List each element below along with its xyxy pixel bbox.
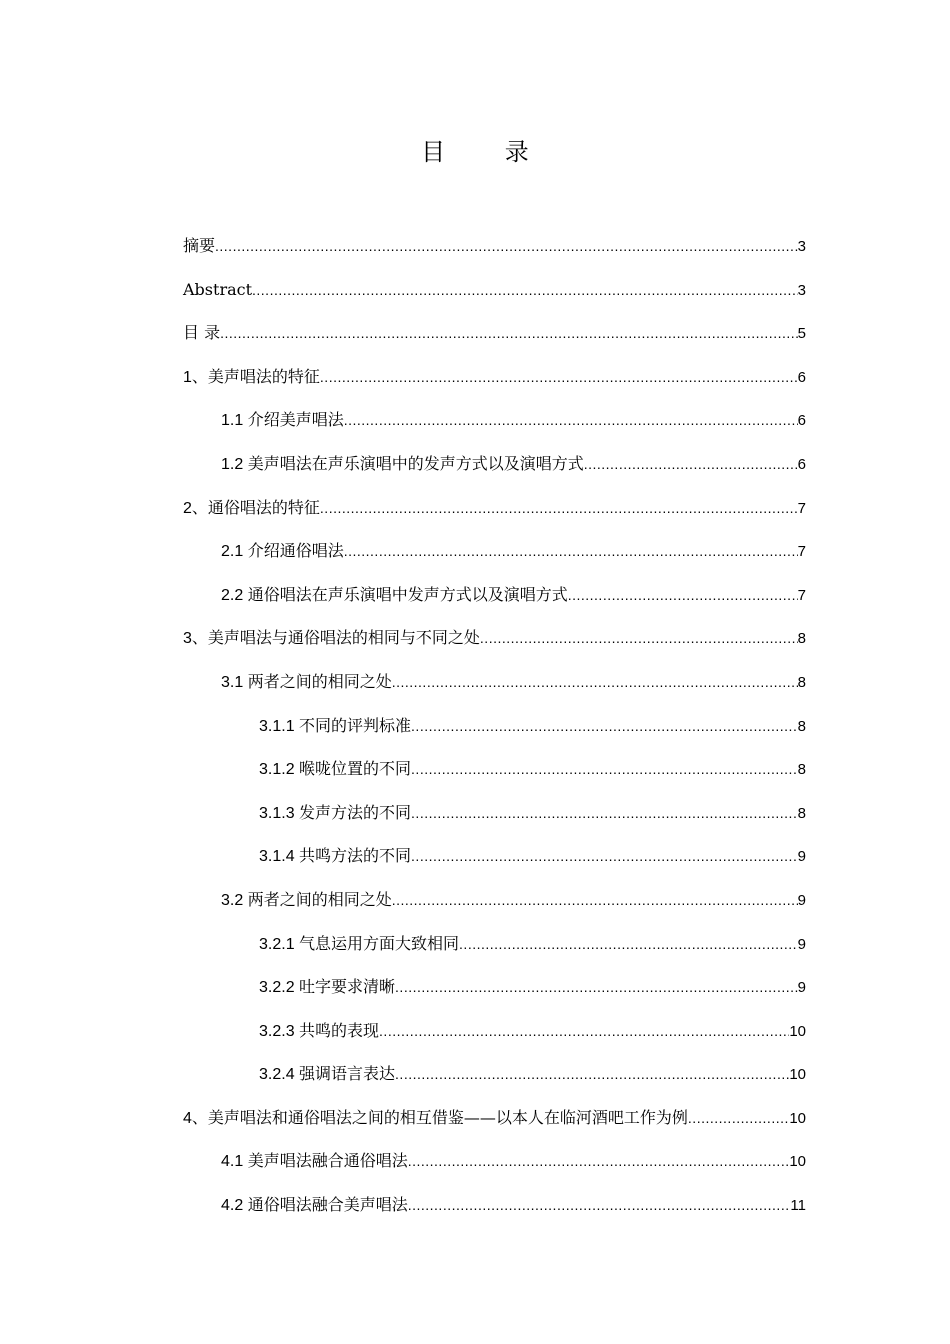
dot-leader	[344, 537, 798, 565]
dot-leader	[320, 494, 798, 522]
toc-entry-text: 美声唱法融合通俗唱法	[247, 1151, 408, 1171]
toc-entry-text: 美声唱法的特征	[207, 366, 320, 386]
toc-entry[interactable]	[183, 668, 806, 712]
toc-page-number: 7	[797, 586, 806, 604]
toc-entry-label	[221, 886, 392, 915]
toc-entry[interactable]	[183, 276, 806, 320]
toc-entry-label	[259, 1017, 379, 1046]
dot-leader	[411, 755, 798, 783]
dot-leader	[411, 712, 798, 740]
page-title: 目 录	[421, 138, 555, 166]
dot-leader	[392, 886, 798, 914]
toc-page-number: 9	[797, 848, 806, 866]
dot-leader	[220, 319, 798, 347]
toc-entry-number: 3、	[183, 630, 208, 648]
toc-entry-label	[259, 930, 459, 959]
toc-entry-number: 3.1.1	[259, 717, 300, 735]
toc-page-number: 6	[797, 412, 806, 430]
dot-leader	[408, 1147, 790, 1175]
toc-entry-text: 喉咙位置的不同	[299, 759, 412, 779]
toc-entry[interactable]	[183, 319, 806, 363]
toc-entry-text: 两者之间的相同之处	[247, 671, 392, 691]
dot-leader	[480, 624, 798, 652]
toc-entry-number: 2.2	[221, 586, 248, 604]
toc-entry-text: 共鸣方法的不同	[299, 846, 412, 866]
toc-entry-label	[221, 1191, 408, 1220]
toc-entry-number: 1.2	[221, 455, 248, 473]
toc-entry-text: Abstract	[183, 279, 253, 299]
toc-entry-number: 1.1	[221, 412, 248, 430]
toc-entry-label	[183, 1104, 688, 1133]
toc-entry-number: 3.1	[221, 673, 248, 691]
dot-leader	[688, 1104, 789, 1132]
toc-entry-text: 通俗唱法在声乐演唱中发声方式以及演唱方式	[247, 584, 568, 604]
toc-entry-number: 3.1.2	[259, 761, 300, 779]
toc-entry-text: 气息运用方面大致相同	[299, 933, 460, 953]
toc-entry-number: 2、	[183, 499, 208, 517]
toc-entry-number: 4、	[183, 1109, 208, 1127]
toc-entry-text: 强调语言表达	[299, 1064, 396, 1084]
toc-page-number: 10	[789, 1022, 806, 1040]
toc-entry[interactable]	[183, 1191, 806, 1235]
toc-entry-text: 通俗唱法融合美声唱法	[247, 1195, 408, 1215]
toc-entry[interactable]	[183, 799, 806, 843]
toc-entry-text: 目 录	[183, 323, 221, 343]
toc-page-number: 9	[797, 935, 806, 953]
toc-page-number: 7	[797, 499, 806, 517]
toc-page-number: 9	[797, 891, 806, 909]
toc-entry[interactable]	[183, 581, 806, 625]
toc-page-number: 9	[797, 979, 806, 997]
dot-leader	[215, 232, 798, 260]
toc-entry[interactable]	[183, 930, 806, 974]
toc-entry-text: 介绍美声唱法	[247, 410, 344, 430]
toc-entry-label	[259, 842, 411, 871]
toc-entry-number: 1、	[183, 368, 208, 386]
toc-entry-number: 3.2.1	[259, 935, 300, 953]
toc-entry[interactable]	[183, 712, 806, 756]
toc-entry-label	[183, 624, 480, 653]
dot-leader	[379, 1017, 789, 1045]
toc-entry-label	[183, 319, 220, 348]
toc-entry[interactable]	[183, 886, 806, 930]
toc-entry-text: 发声方法的不同	[299, 802, 412, 822]
toc-entry-number: 3.1.4	[259, 848, 300, 866]
toc-entry[interactable]	[183, 406, 806, 450]
toc-entry[interactable]	[183, 232, 806, 276]
toc-entry-label	[259, 712, 411, 741]
toc-page-number: 6	[797, 455, 806, 473]
toc-page-number: 7	[797, 543, 806, 561]
toc-page-number: 3	[797, 238, 806, 255]
toc-page-number: 10	[789, 1109, 806, 1127]
toc-entry[interactable]	[183, 494, 806, 538]
toc-entry[interactable]	[183, 1060, 806, 1104]
toc-page-number: 6	[797, 368, 806, 386]
dot-leader	[344, 406, 798, 434]
toc-entry-text: 共鸣的表现	[299, 1020, 380, 1040]
toc-entry[interactable]	[183, 1104, 806, 1148]
dot-leader	[411, 799, 798, 827]
toc-entry[interactable]	[183, 450, 806, 494]
toc-entry-label	[221, 537, 344, 566]
toc-entry-label	[183, 494, 320, 523]
toc-page-number: 8	[797, 673, 806, 691]
toc-entry-label	[183, 276, 252, 305]
toc-entry-number: 3.2.2	[259, 979, 300, 997]
toc-entry-text: 美声唱法和通俗唱法之间的相互借鉴——以本人在临河酒吧工作为例	[207, 1107, 688, 1127]
toc-entry-label	[221, 406, 344, 435]
toc-entry[interactable]	[183, 1017, 806, 1061]
toc-entry-label	[259, 755, 411, 784]
toc-entry[interactable]	[183, 755, 806, 799]
dot-leader	[395, 1060, 789, 1088]
toc-entry-text: 摘要	[183, 236, 216, 255]
dot-leader	[408, 1191, 791, 1219]
dot-leader	[395, 973, 798, 1001]
toc-entry-text: 吐字要求清晰	[299, 977, 396, 997]
toc-entry[interactable]	[183, 973, 806, 1017]
toc-entry-label	[183, 232, 215, 261]
toc-entry-text: 不同的评判标准	[299, 715, 412, 735]
toc-entry-label	[221, 1147, 408, 1176]
dot-leader	[411, 842, 798, 870]
toc-page-number: 8	[797, 804, 806, 822]
toc-entry-text: 通俗唱法的特征	[207, 497, 320, 517]
toc-entry-label	[259, 799, 411, 828]
toc-entry-number: 3.2	[221, 891, 248, 909]
toc-entry-label	[259, 973, 395, 1002]
toc-entry-text: 介绍通俗唱法	[247, 541, 344, 561]
dot-leader	[392, 668, 798, 696]
toc-entry-number: 3.1.3	[259, 804, 300, 822]
toc-entry-number: 4.1	[221, 1153, 248, 1171]
toc-entry-label	[221, 581, 568, 610]
toc-entry-text: 美声唱法在声乐演唱中的发声方式以及演唱方式	[247, 453, 584, 473]
dot-leader	[320, 363, 798, 391]
toc-entry-number: 3.2.3	[259, 1022, 300, 1040]
dot-leader	[459, 930, 798, 958]
toc-page-number: 11	[790, 1197, 806, 1215]
toc-entry[interactable]	[183, 1147, 806, 1191]
dot-leader	[252, 276, 798, 304]
toc-entry-label	[221, 668, 392, 697]
toc-page-number: 8	[797, 717, 806, 735]
toc-entry-number: 4.2	[221, 1197, 248, 1215]
toc-entry[interactable]	[183, 624, 806, 668]
toc-entry-text: 两者之间的相同之处	[247, 889, 392, 909]
dot-leader	[568, 581, 798, 609]
toc-entry[interactable]	[183, 363, 806, 407]
toc-entry-label	[259, 1060, 395, 1089]
toc-page-number: 10	[789, 1153, 806, 1171]
toc-entry[interactable]	[183, 537, 806, 581]
toc-entry[interactable]	[183, 842, 806, 886]
toc-page-number: 8	[797, 630, 806, 648]
toc-page-number: 10	[789, 1066, 806, 1084]
toc-entry-number: 2.1	[221, 543, 248, 561]
dot-leader	[584, 450, 798, 478]
toc-page-number: 5	[797, 325, 806, 343]
toc-page-number: 3	[797, 281, 806, 299]
toc-page-number: 8	[797, 761, 806, 779]
toc-entry-text: 美声唱法与通俗唱法的相同与不同之处	[207, 628, 480, 648]
toc-entry-number: 3.2.4	[259, 1066, 300, 1084]
toc-entry-label	[221, 450, 584, 479]
table-of-contents	[183, 232, 806, 1235]
toc-entry-label	[183, 363, 320, 392]
